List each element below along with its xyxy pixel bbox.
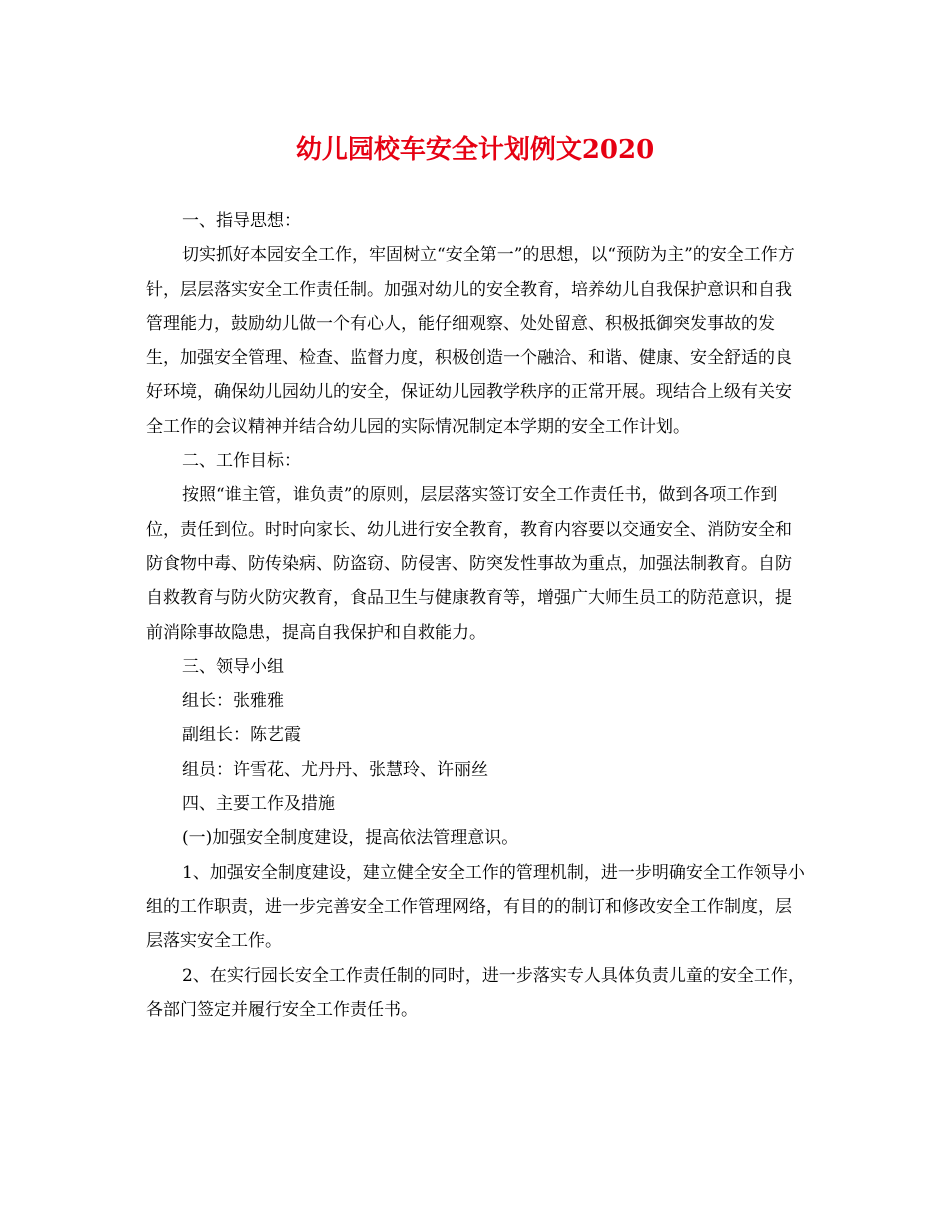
deputy-group-leader: 副组长：陈艺霞 [182,725,301,746]
heading-guiding-ideology: 一、指导思想： [182,211,301,231]
group-leader: 组长：张雅雅 [182,691,284,712]
heading-main-measures: 四、主要工作及措施 [182,794,335,815]
paragraph-guiding-ideology: 切实抓好本园安全工作，牢固树立“安全第一”的思想，以“预防为主”的安全工作方针，层层落实安全工作责任制。加强对幼儿的安全教育，培养幼儿自我保护意识和自我管理能力，鼓励幼儿做一个有心人，能仔细观察、处处留意、积极抵御突发事故的发生，加强安全管理、检查、监督力度，积极创造一个融洽、和谐、健康、安全舒适的良好环境，确保幼儿园幼儿的安全，保证幼儿园教学秩序的正常开展。现结合上级有关安全工作的会议精神并结合幼儿园的实际情况制定本学期的安全工作计划。 [146,245,795,437]
document-title: 幼儿园校车安全计划例文2020 [295,135,655,165]
group-members: 组员：许雪花、尤丹丹、张慧玲、许丽丝 [182,759,488,780]
heading-leadership-group: 三、领导小组 [182,656,284,677]
paragraph-item-2: 2、在实行园长安全工作责任制的同时，进一步落实专人具体负责儿童的安全工作，各部门签定并履行安全工作责任书。 [146,965,805,1020]
paragraph-item-1: 1、加强安全制度建设，建立健全安全工作的管理机制，进一步明确安全工作领导小组的工作职责，进一步完善安全工作管理网络，有目的的制订和修改安全工作制度，层层落实安全工作。 [146,862,805,952]
subheading-safety-system: (一)加强安全制度建设，提高依法管理意识。 [182,828,519,849]
document-body [146,204,806,1027]
heading-work-goals: 二、工作目标： [182,451,301,472]
paragraph-work-goals: 按照“谁主管，谁负责”的原则，层层落实签订安全工作责任书，做到各项工作到位，责任到位。时时向家长、幼儿进行安全教育，教育内容要以交通安全、消防安全和防食物中毒、防传染病、防盗窃、防侵害、防突发性事故为重点，加强法制教育。自防自救教育与防火防灾教育，食品卫生与健康教育等，增强广大师生员工的防范意识，提前消除事故隐患，提高自我保护和自救能力。 [146,485,792,643]
